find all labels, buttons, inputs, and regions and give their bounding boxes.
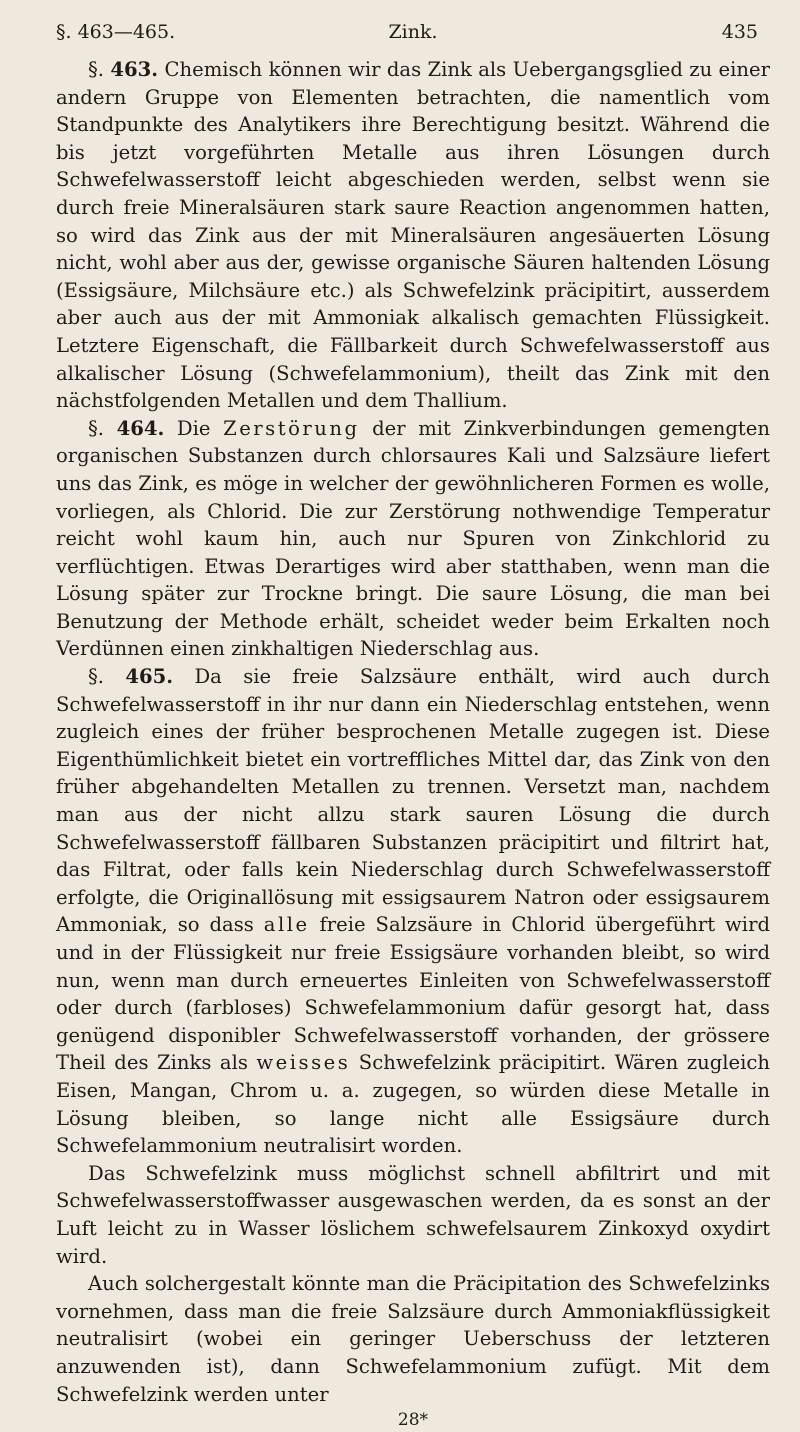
section-number: 464. bbox=[116, 416, 165, 440]
paragraph-463 bbox=[56, 56, 770, 415]
emphasis-spaced: Zerstörung bbox=[223, 416, 360, 440]
paragraph-precipitation: Auch solchergestalt könnte man die Präcipitation des Schwefelzinks vornehmen, dass man die freie Salzsäure durch Ammoniakflüssigkeit neutralisirt (wobei ein geringer Ueberschuss der letzteren anzuwenden ist), dann Schwefelammonium zufügt. Mit dem Schwefelzink werden unter bbox=[56, 1272, 770, 1406]
emphasis-spaced: alle bbox=[263, 913, 310, 937]
section-mark: §. bbox=[88, 58, 111, 81]
paragraph-465 bbox=[56, 663, 770, 1160]
chapter-title: Zink. bbox=[388, 21, 438, 43]
paragraph-lead: Die bbox=[164, 416, 224, 440]
paragraph-text: der mit Zinkverbindungen gemengten organischen Substanzen durch chlorsaures Kali und Salzsäure liefert uns das Zink, es möge in welcher der gewöhnlicheren Formen es wolle, vorliegen, als Chlorid. Die zur Zerstörung nothwendige Temperatur reicht wohl kaum hin, auch nur Spuren von Zinkchlorid zu verflüchtigen. Etwas Derartiges wird aber statthaben, wenn man die Lösung später zur Trockne bringt. Die saure Lösung, die man bei Benutzung der Methode erhält, scheidet weder beim Erkalten noch Verdünnen einen zinkhaltigen Niederschlag aus. bbox=[56, 416, 770, 661]
section-mark: §. bbox=[88, 416, 117, 440]
paragraph-text: Chemisch können wir das Zink als Uebergangsglied zu einer andern Gruppe von Elementen betrachten, die namentlich vom Standpunkte des Analytikers ihre Berechtigung besitzt. Während die bis jetzt vorgeführten Metalle aus ihren Lösungen durch Schwefelwasserstoff leicht abgeschieden werden, selbst wenn sie durch freie Mineralsäuren stark saure Reaction angenommen hatten, so wird das Zink aus der mit Mineralsäuren angesäuerten Lösung nicht, wohl aber aus der, gewisse organische Säuren haltenden Lösung (Essigsäure, Milchsäure etc.) als Schwefelzink präcipitirt, ausserdem aber auch aus der mit Ammoniak alkalisch gemachten Flüssigkeit. Letztere Eigenschaft, die Fällbarkeit durch Schwefelwasserstoff aus alkalischer Lösung (Schwefelammonium), theilt das Zink mit den nächstfolgenden Metallen und dem Thallium. bbox=[56, 58, 770, 413]
signature-mark: 28* bbox=[397, 1410, 429, 1431]
section-number: 463. bbox=[110, 58, 159, 81]
running-head bbox=[56, 14, 770, 50]
paragraph-text: freie Salzsäure in Chlorid übergeführt wird und in der Flüssigkeit nur freie Essigsäure vorhanden bleibt, so wird nun, wenn man durch erneuertes Einleiten von Schwefelwasserstoff oder durch (farbloses) Schwefelammonium dafür gesorgt hat, dass genügend disponibler Schwefelwasserstoff vorhanden, der grössere Theil des Zinks als bbox=[56, 913, 770, 1075]
body-text bbox=[56, 56, 770, 1432]
paragraph-464 bbox=[56, 415, 770, 663]
section-mark: §. bbox=[88, 665, 126, 689]
paragraph-text: Da sie freie Salzsäure enthält, wird auch durch Schwefelwasserstoff in ihr nur dann ein Niederschlag entstehen, wenn zugleich eines der früher besprochenen Metalle zugegen ist. Diese Eigenthümlichkeit bietet ein vortreffliches Mittel dar, das Zink von den früher abgehandelten Metallen zu trennen. Versetzt man, nachdem man aus der nicht allzu stark sauren Lösung die durch Schwefelwasserstoff fällbaren Substanzen präcipitirt und filtrirt hat, das Filtrat, oder falls kein Niederschlag durch Schwefelwasserstoff erfolgte, die Originallösung mit essigsaurem Natron oder essigsaurem Ammoniak, so dass bbox=[56, 665, 770, 937]
section-number: 465. bbox=[125, 665, 174, 689]
page-number: 435 bbox=[721, 21, 758, 43]
paragraph-text: Schwefelzink präcipitirt. Wären zugleich Eisen, Mangan, Chrom u. a. zugegen, so würden diese Metalle in Lösung bleiben, so lange nicht alle Essigsäure durch Schwefelammonium neutralisirt worden. bbox=[56, 1051, 770, 1158]
paragraph-filtration: Das Schwefelzink muss möglichst schnell abfiltrirt und mit Schwefelwasserstoffwasser ausgewaschen werden, da es sonst an der Luft leicht zu in Wasser löslichem schwefelsaurem Zinkoxyd oxydirt wird. bbox=[56, 1161, 770, 1268]
section-range: §. 463—465. bbox=[56, 21, 176, 43]
emphasis-spaced: weisses bbox=[256, 1051, 351, 1075]
